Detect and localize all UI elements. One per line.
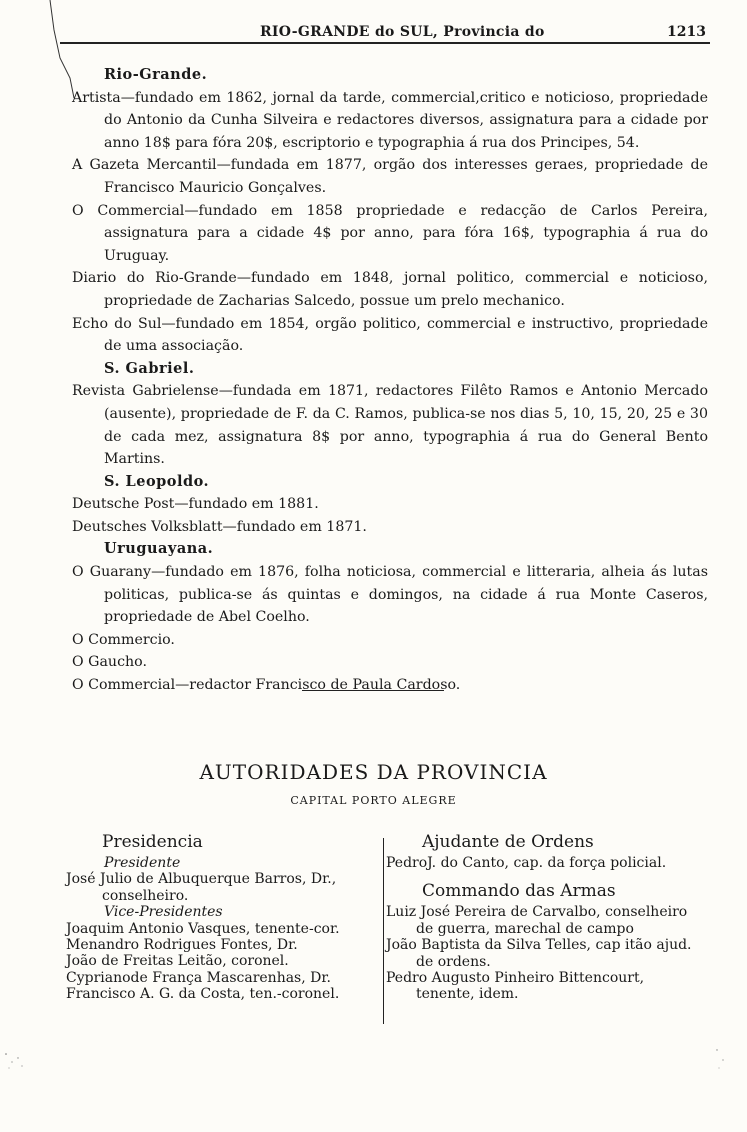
- running-header: [60, 22, 710, 44]
- newspaper-entry: Artista—fundado em 1862, jornal da tarde, commercial,critico e noticioso, propriedade do Antonio da Cunha Silveira e redactores diversos, assignatura para a cidade por anno 18$ para fóra 20$, escriptorio e typographia á rua dos Principes, 54.: [72, 89, 708, 151]
- header-rule: [60, 42, 710, 44]
- running-head: RIO-GRANDE do SUL, Provincia do: [260, 24, 545, 40]
- president-name: José Julio de Albuquerque Barros, Dr., conselheiro.: [66, 871, 337, 904]
- aide-name: PedroJ. do Canto, cap. da força policial.: [386, 855, 667, 871]
- city-heading: Rio-Grande.: [104, 66, 208, 83]
- command-member: Pedro Augusto Pinheiro Bittencourt, tenente, idem.: [386, 970, 645, 1003]
- president-label: Presidente: [104, 855, 181, 871]
- city-section: [72, 358, 708, 471]
- column-rule: [383, 838, 384, 1024]
- newspaper-entry: O Commercio.: [72, 631, 175, 648]
- city-section: [72, 538, 708, 696]
- aide-heading: Ajudante de Ordens: [422, 832, 594, 852]
- city-section: [72, 471, 708, 539]
- newspaper-entry: O Guarany—fundado em 1876, folha noticiosa, commercial e litteraria, alheia ás lutas politicas, publica-se ás quintas e domingos, na cidade á rua Monte Caseros, propriedade de Abel Coelho.: [72, 564, 708, 626]
- city-heading: S. Leopoldo.: [104, 472, 210, 490]
- newspaper-entry: Diario do Rio-Grande—fundado em 1848, jornal politico, commercial e noticioso, propriedade de Zacharias Salcedo, possue um prelo mechanico.: [72, 270, 708, 309]
- authorities-title: AUTORIDADES DA PROVINCIA: [199, 760, 548, 784]
- newspaper-entry: Revista Gabrielense—fundada em 1871, redactores Filêto Ramos e Antonio Mercado (ausente), propriedade de F. da C. Ramos, publica-se nos dias 5, 10, 15, 20, 25 e 30 de cada mez, assignatura 8$ por anno, typographia á rua do General Bento Martins.: [72, 383, 708, 468]
- vice-president: João de Freitas Leitão, coronel.: [66, 953, 289, 970]
- paper-speckle: [0, 1040, 40, 1080]
- paper-speckle: [705, 1040, 745, 1080]
- vice-president: Joaquim Antonio Vasques, tenente-cor.: [66, 920, 340, 937]
- newspaper-entry: Deutsche Post—fundado em 1881.: [72, 496, 319, 513]
- city-section: [72, 64, 708, 358]
- newspaper-entry: A Gazeta Mercantil—fundada em 1877, orgão dos interesses geraes, propriedade de Francisco Mauricio Gonçalves.: [72, 157, 708, 196]
- military-column: [386, 832, 704, 1003]
- city-heading: Uruguayana.: [104, 540, 214, 558]
- section-divider: [302, 690, 444, 691]
- newspaper-entry: Deutsches Volksblatt—fundado em 1871.: [72, 518, 367, 535]
- command-member: João Baptista da Silva Telles, cap itão ajud. de ordens.: [386, 937, 692, 970]
- city-heading: S. Gabriel.: [104, 359, 195, 377]
- newspaper-entry: Echo do Sul—fundado em 1854, orgão politico, commercial e instructivo, propriedade de uma associação.: [72, 315, 708, 355]
- command-member: Luiz José Pereira de Carvalbo, conselheiro de guerra, marechal de campo: [386, 904, 688, 937]
- newspaper-entry: O Commercial—redactor Francisco de Paula Cardoso.: [72, 677, 461, 694]
- vice-president: Cyprianode França Mascarenhas, Dr.: [66, 969, 331, 986]
- authorities-subtitle: CAPITAL PORTO ALEGRE: [290, 794, 457, 807]
- presidencia-column: [66, 832, 382, 1003]
- page-number: 1213: [667, 24, 706, 40]
- vice-president: Francisco A. G. da Costa, ten.-coronel.: [66, 986, 340, 1003]
- vice-president: Menandro Rodrigues Fontes, Dr.: [66, 937, 298, 954]
- newspaper-listing: [72, 64, 708, 697]
- presidencia-heading: Presidencia: [102, 832, 203, 852]
- command-heading: Commando das Armas: [422, 881, 616, 902]
- newspaper-entry: O Commercial—fundado em 1858 propriedade e redacção de Carlos Pereira, assignatura para a cidade 4$ por anno, para fóra 16$, typographia á rua do Uruguay.: [72, 202, 708, 264]
- newspaper-entry: O Gaucho.: [72, 654, 147, 671]
- vice-presidents-label: Vice-Presidentes: [104, 904, 223, 921]
